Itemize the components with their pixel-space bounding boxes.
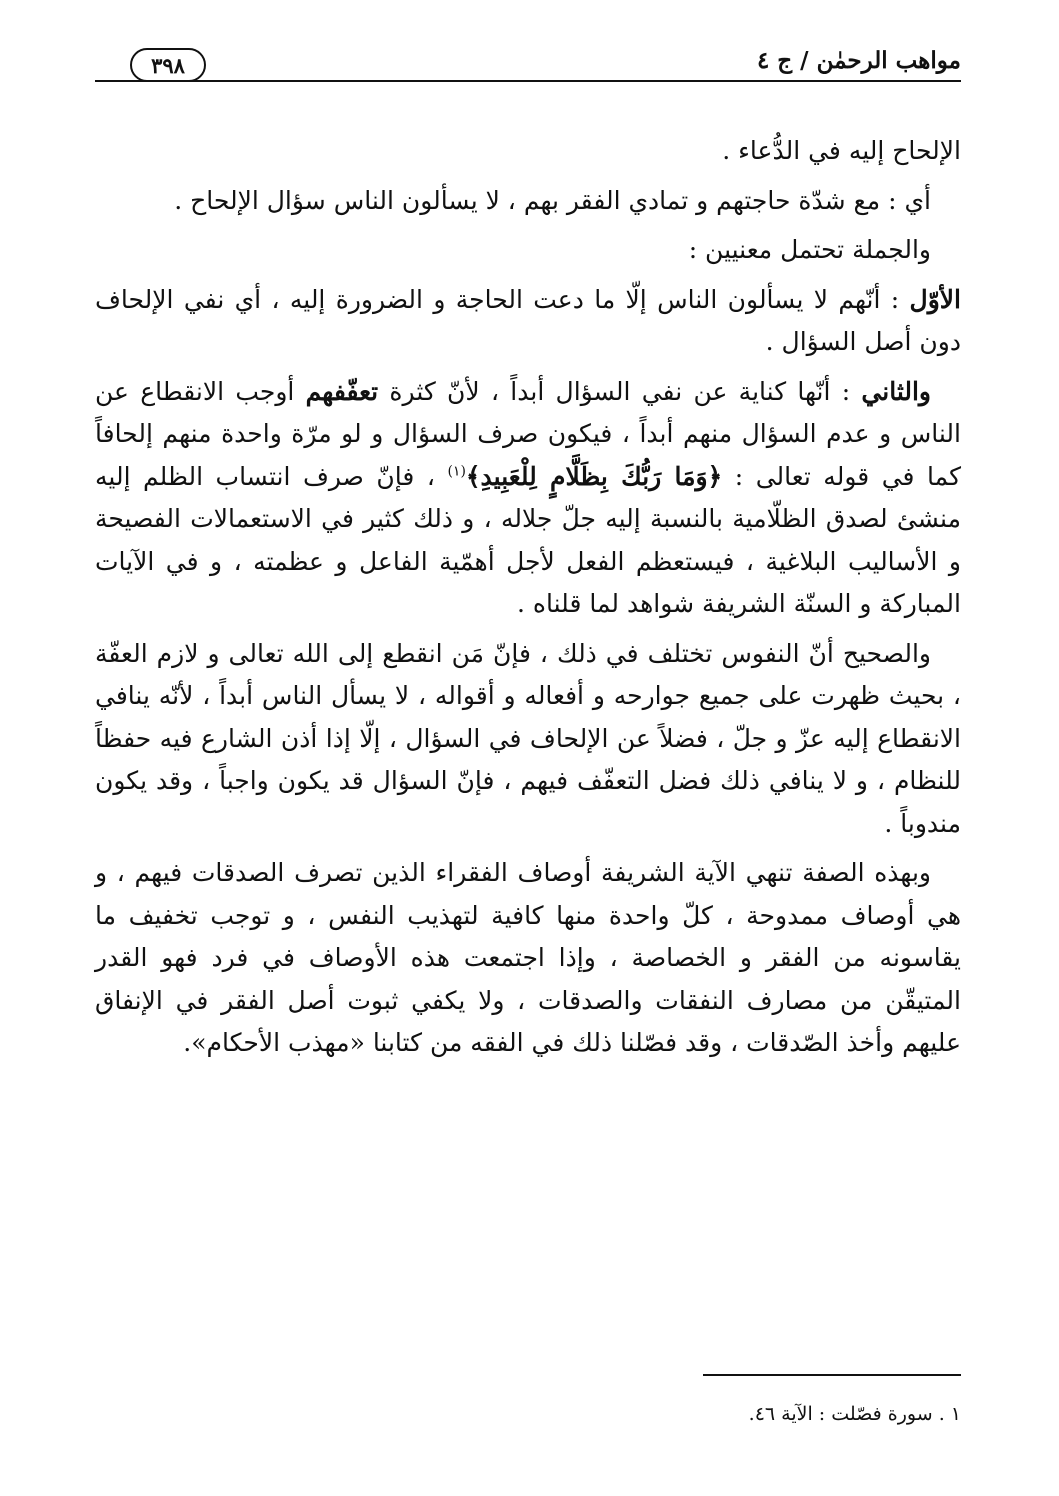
main-text <box>95 130 961 1072</box>
paragraph-3: والجملة تحتمل معنيين : <box>688 235 931 264</box>
second-meaning-text-b: أوجب الانقطاع عن الناس و عدم السؤال منهم أبداً ، فيكون صرف السؤال و لو مرّة واحدة منهم إلحافاً كما في قوله تعالى : <box>95 376 961 491</box>
paragraph-2: أي : مع شدّة حاجتهم و تمادي الفقر بهم ، لا يسألون الناس سؤال الإلحاح . <box>174 185 931 215</box>
second-meaning-label: والثاني <box>861 376 931 406</box>
footnote: ١ . سورة فصّلت : الآية ٤٦. <box>748 1403 961 1425</box>
emphasized-word: تعفّفهم <box>305 376 379 406</box>
footnote-divider <box>703 1374 961 1376</box>
first-meaning-label: الأوّل <box>909 284 961 314</box>
quran-verse: ﴿وَمَا رَبُّكَ بِظَلَّامٍ لِلْعَبِيدِ﴾ <box>465 461 723 491</box>
second-meaning-text-a: : أنّها كناية عن نفي السؤال أبداً ، لأنّ كثرة <box>378 376 862 406</box>
footnote-reference[interactable]: (١) <box>447 463 466 480</box>
paragraph-1: الإلحاح إليه في الدُّعاء . <box>722 136 961 165</box>
book-title: مواهب الرحمٰن / ج ٤ <box>756 47 961 74</box>
page-header <box>95 36 961 96</box>
paragraph-4 <box>95 279 961 364</box>
paragraph-7: وبهذه الصفة تنهي الآية الشريفة أوصاف الفقراء الذين تصرف الصدقات فيهم ، و هي أوصاف ممدوحة ، كلّ واحدة منها كافية لتهذيب النفس ، و توجب تخفيف ما يقاسونه من الفقر و الخصاصة ، وإذا اجتمعت هذه الأوصاف في فرد فهو القدر المتيقّن من مصارف النفقات والصدقات ، ولا يكفي ثبوت أصل الفقر في الإنفاق عليهم وأخذ الصّدقات ، وقد فصّلنا ذلك في الفقه من كتابنا «مهذب الأحكام». <box>95 858 961 1057</box>
second-meaning-text-c: ، فإنّ صرف انتساب الظلم إليه منشئ لصدق الظلّامية بالنسبة إليه جلّ جلاله ، و ذلك كثير في الاستعمالات الفصيحة و الأساليب البلاغية ، فيستعظم الفعل لأجل أهمّية الفاعل و عظمته ، و في الآيات المباركة و السنّة الشريفة شواهد لما قلناه . <box>95 461 961 618</box>
header-divider <box>95 80 961 82</box>
first-meaning-text: : أنّهم لا يسألون الناس إلّا ما دعت الحاجة و الضرورة إليه ، أي نفي الإلحاف دون أصل السؤال . <box>95 284 961 356</box>
paragraph-5 <box>95 371 961 626</box>
page-number: ٣٩٨ <box>130 48 206 82</box>
paragraph-6: والصحيح أنّ النفوس تختلف في ذلك ، فإنّ مَن انقطع إلى الله تعالى و لازم العفّة ، بحيث ظهرت على جميع جوارحه و أفعاله و أقواله ، لا يسأل الناس أبداً ، لأنّه ينافي الانقطاع إليه عزّ و جلّ ، فضلاً عن الإلحاف في السؤال ، إلّا إذا أذن الشارع فيه حفظاً للنظام ، و لا ينافي ذلك فضل التعفّف فيهم ، فإنّ السؤال قد يكون واجباً ، وقد يكون مندوباً . <box>95 638 961 838</box>
